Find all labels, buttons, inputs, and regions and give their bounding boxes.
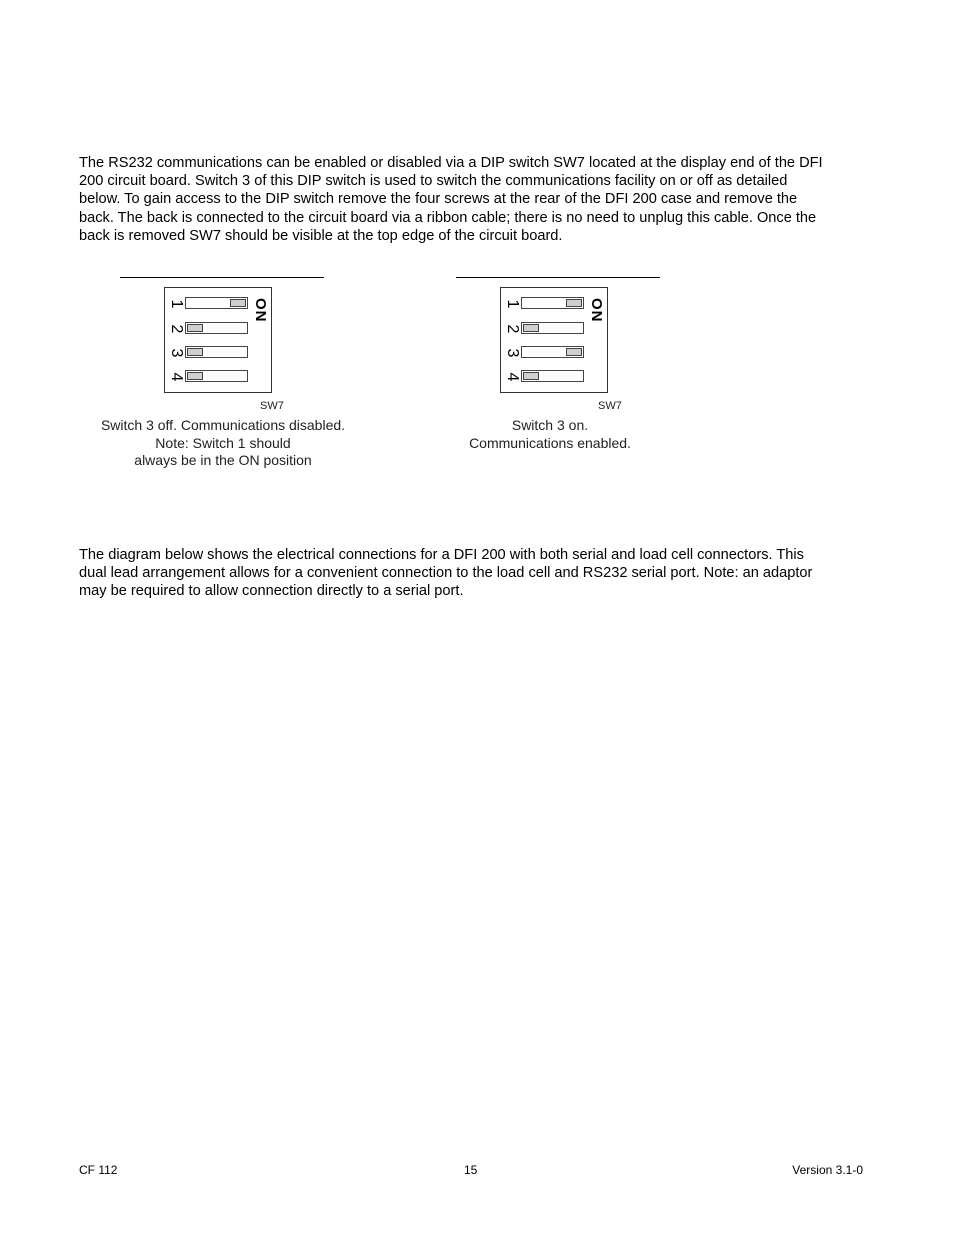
text-line: back is removed SW7 should be visible at the top edge of the circuit board. [79,227,563,244]
switch-number: 4 [504,372,521,382]
dip-switch-diagram [500,287,608,393]
switch-row [165,366,271,388]
switch-number: 2 [504,324,521,334]
switch-knob-off [187,372,203,380]
text-line: may be required to allow connection directly to a serial port. [79,583,464,600]
text-line: The diagram below shows the electrical connections for a DFI 200 with both serial and load cell connectors. This [79,547,804,563]
switch-slot [185,322,248,334]
footer-version: Version 3.1-0 [792,1163,863,1177]
intro-paragraph [79,154,879,245]
figure-rule [120,277,324,278]
on-label: ON [252,298,269,323]
switch-number: 1 [168,299,185,309]
caption-line: Note: Switch 1 should [155,434,291,451]
sw7-label: SW7 [598,400,622,412]
text-line: The RS232 communications can be enabled or disabled via a DIP switch SW7 located at the display end of the DFI [79,155,823,171]
dip-switch-figure-disabled [82,268,382,478]
switch-row [165,342,271,364]
switch-slot [521,297,584,309]
caption-line: Switch 3 on. [511,417,589,433]
footer-page-number: 15 [464,1163,478,1177]
caption-line: always be in the ON position [134,452,312,468]
switch-knob-off [187,348,203,356]
switch-slot [185,346,248,358]
switch-knob-on [566,299,582,307]
sw7-label: SW7 [260,400,284,412]
switch-number: 3 [504,348,521,358]
connections-paragraph [79,546,879,601]
text-line: below. To gain access to the DIP switch remove the four screws at the rear of the DFI 200 case and remove the [79,191,798,208]
switch-slot [521,370,584,382]
switch-knob-off [523,372,539,380]
switch-number: 2 [168,324,185,334]
caption-line: Switch 3 off. Communications disabled. [100,417,346,433]
dip-switch-figure-enabled [418,268,718,478]
switch-knob-on [566,348,582,356]
switch-row [501,366,607,388]
switch-knob-off [187,324,203,332]
switch-row [501,342,607,364]
switch-slot [521,346,584,358]
text-line: 200 circuit board. Switch 3 of this DIP switch is used to switch the communications facility on or off as detailed [79,173,788,190]
on-label: ON [588,298,605,323]
figure-caption [450,417,650,452]
switch-slot [185,297,248,309]
switch-number: 1 [504,299,521,309]
switch-number: 3 [168,348,185,358]
footer-document-code: CF 112 [79,1163,118,1177]
text-line: dual lead arrangement allows for a convenient connection to the load cell and RS232 serial port. Note: an adaptor [79,565,813,582]
caption-line: Communications enabled. [469,434,631,451]
dip-switch-diagram [164,287,272,393]
figure-rule [456,277,660,278]
switch-knob-on [230,299,246,307]
text-line: back. The back is connected to the circuit board via a ribbon cable; there is no need to unplug this cable. Once the [79,209,817,226]
switch-knob-off [523,324,539,332]
figure-caption [90,417,356,470]
switch-slot [185,370,248,382]
switch-slot [521,322,584,334]
switch-number: 4 [168,372,185,382]
